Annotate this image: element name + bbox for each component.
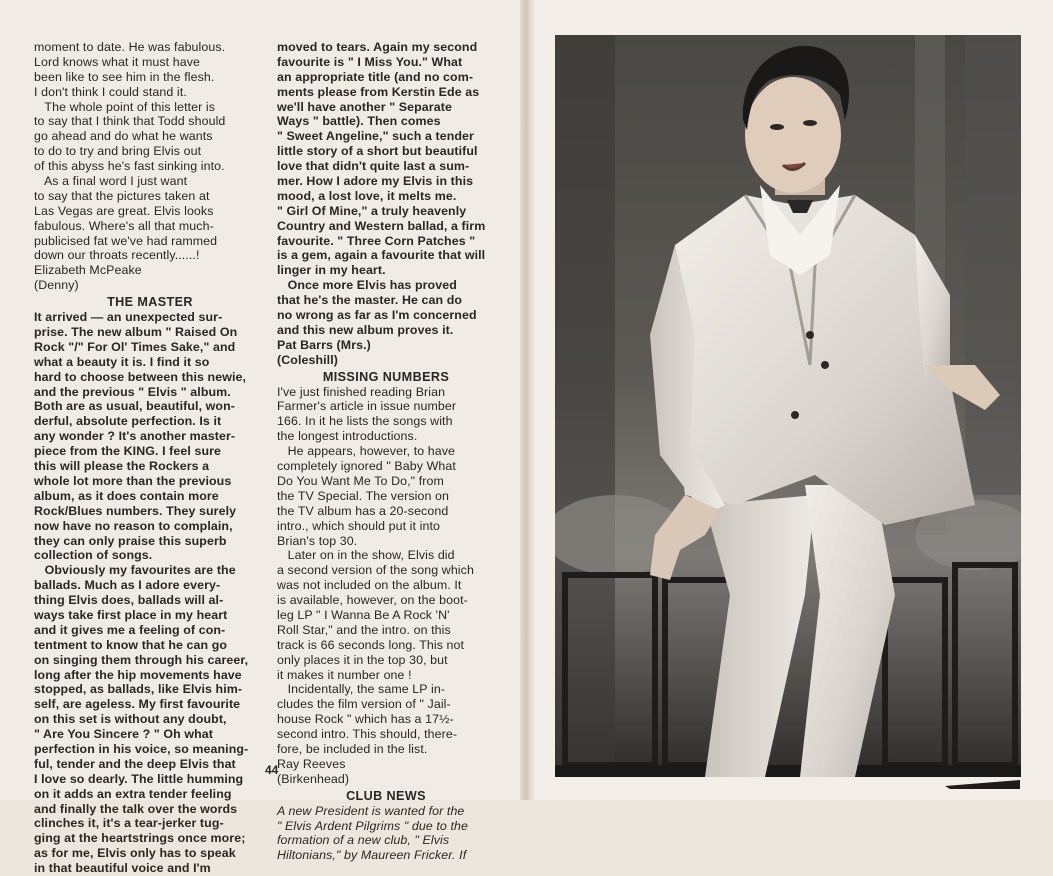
page-gutter — [520, 0, 534, 800]
text-line: been like to see him in the flesh. — [34, 69, 215, 84]
text-line: self, are ageless. My first favourite — [34, 697, 241, 712]
text-line: and it gives me a feeling of con- — [34, 622, 226, 637]
text-line: Later on in the show, Elvis did — [277, 548, 455, 563]
text-line: intro., which should put it into — [277, 518, 440, 533]
text-line: Obviously my favourites are the — [34, 563, 236, 578]
text-line: Lord knows what it must have — [34, 54, 201, 69]
text-line: perfection in his voice, so meaning- — [34, 741, 249, 756]
text-line: hard to choose between this newie, — [34, 369, 247, 384]
text-line: (Denny) — [34, 278, 79, 293]
text-line: Pat Barrs (Mrs.) — [277, 337, 371, 352]
text-line: (Coleshill) — [277, 352, 338, 367]
text-line: favourite. " Three Corn Patches " — [277, 233, 476, 248]
text-line: Farmer's article in issue number — [277, 399, 457, 414]
text-line: (Birkenhead) — [277, 771, 350, 786]
text-line: is available, however, on the boot- — [277, 593, 468, 608]
text-line: collection of songs. — [34, 548, 153, 563]
text-line: Brian's top 30. — [277, 533, 358, 548]
text-line: it makes it number one ! — [277, 667, 412, 682]
text-line: Incidentally, the same LP in- — [277, 682, 446, 697]
text-line: and finally the talk over the words — [34, 801, 238, 816]
text-line: in that beautiful voice and I'm — [34, 861, 211, 876]
text-line: completely ignored " Baby What — [277, 459, 456, 474]
text-line: Once more Elvis has proved — [277, 278, 457, 293]
text-line: It arrived — an unexpected sur- — [34, 310, 223, 325]
section-heading: MISSING NUMBERS — [322, 369, 450, 384]
text-line: and the previous " Elvis " album. — [34, 384, 231, 399]
text-line: The whole point of this letter is — [34, 99, 216, 114]
text-line: the longest introductions. — [277, 429, 418, 444]
text-line: cludes the film version of " Jail- — [277, 697, 451, 712]
text-line: mer. How I adore my Elvis in this — [277, 174, 474, 189]
text-line: only places it in the top 30, but — [277, 652, 448, 667]
text-line: Elizabeth McPeake — [34, 263, 142, 278]
text-line: ful, tender and the deep Elvis that — [34, 756, 236, 771]
text-column-1 — [34, 40, 266, 876]
text-line: I've just finished reading Brian — [277, 384, 446, 399]
text-line: ments please from Kerstin Ede as — [277, 84, 480, 99]
text-line: piece from the KING. I feel sure — [34, 444, 222, 459]
text-line: and this new album proves it. — [277, 322, 454, 337]
text-line: the TV album has a 20-second — [277, 503, 449, 518]
text-line: " Are You Sincere ? " Oh what — [34, 727, 213, 742]
text-line: now have no reason to complain, — [34, 518, 233, 533]
text-line: on it adds an extra tender feeling — [34, 786, 232, 801]
text-line: of this abyss he's fast sinking into. — [34, 159, 225, 174]
text-line: a second version of the song which — [277, 563, 474, 578]
text-line: any wonder ? It's another master- — [34, 429, 236, 444]
text-line: the TV Special. The version on — [277, 488, 449, 503]
text-line: whole lot more than the previous — [34, 473, 232, 488]
text-line: this will please the Rockers a — [34, 459, 210, 474]
text-line: derful, absolute perfection. Is it — [34, 414, 222, 429]
text-line: mood, a lost love, it melts me. — [277, 188, 457, 203]
text-line: Rock "/" For Ol' Times Sake," and — [34, 339, 236, 354]
text-line: that he's the master. He can do — [277, 293, 463, 308]
section-heading: CLUB NEWS — [346, 788, 426, 803]
text-line: track is 66 seconds long. This not — [277, 637, 465, 652]
text-line: stopped, as ballads, like Elvis him- — [34, 682, 243, 697]
text-line: A new President is wanted for the — [277, 803, 465, 818]
text-line: as for me, Elvis only has to speak — [34, 846, 236, 861]
text-line: is a gem, again a favourite that will — [277, 248, 486, 263]
text-line: no wrong as far as I'm concerned — [277, 308, 477, 323]
text-line: they can only praise this superb — [34, 533, 227, 548]
text-line: favourite is " I Miss You." What — [277, 54, 463, 69]
text-line: Both are as usual, beautiful, won- — [34, 399, 235, 414]
text-line: prise. The new album " Raised On — [34, 325, 238, 340]
text-line: house Rock " which has a 17½- — [277, 712, 454, 727]
text-line: down our throats recently......! — [34, 248, 200, 263]
text-line: formation of a new club, " Elvis — [277, 833, 450, 848]
text-column-2 — [277, 40, 495, 863]
text-line: go ahead and do what he wants — [34, 129, 213, 144]
text-line: Hiltonians," by Maureen Fricker. If — [277, 848, 467, 863]
scan-mark — [945, 780, 1020, 789]
text-line: long after the hip movements have — [34, 667, 242, 682]
text-line: an appropriate title (and no com- — [277, 69, 474, 84]
text-line: I love so dearly. The little humming — [34, 771, 244, 786]
text-line: ways take first place in my heart — [34, 607, 228, 622]
text-line: fabulous. Where's all that much- — [34, 218, 214, 233]
section-heading: THE MASTER — [107, 295, 193, 310]
text-line: love that didn't quite last a sum- — [277, 159, 470, 174]
text-line: we'll have another " Separate — [277, 99, 452, 114]
text-line: I don't think I could stand it. — [34, 84, 187, 99]
text-line: was not included on the album. It — [277, 578, 462, 593]
text-line: leg LP " I Wanna Be A Rock 'N' — [277, 607, 450, 622]
text-line: ging at the heartstrings once more; — [34, 831, 246, 846]
text-line: clinches it, it's a tear-jerker tug- — [34, 816, 224, 831]
text-line: linger in my heart. — [277, 263, 386, 278]
text-line: to do to try and bring Elvis out — [34, 144, 202, 159]
text-line: what a beauty it is. I find it so — [34, 354, 210, 369]
text-line: Do You Want Me To Do," from — [277, 473, 444, 488]
text-line: Roll Star," and the intro. on this — [277, 622, 451, 637]
text-line: Ways " battle). Then comes — [277, 114, 441, 129]
text-line: album, as it does contain more — [34, 488, 219, 503]
text-line: on this set is without any doubt, — [34, 712, 227, 727]
text-line: ballads. Much as I adore every- — [34, 578, 221, 593]
text-line: Country and Western ballad, a firm — [277, 218, 486, 233]
text-line: " Sweet Angeline," such a tender — [277, 129, 474, 144]
text-line: fore, be included in the list. — [277, 741, 428, 756]
text-line: As a final word I just want — [34, 174, 188, 189]
text-line: to say that the pictures taken at — [34, 188, 210, 203]
text-line: second intro. This should, there- — [277, 727, 458, 742]
text-line: little story of a short but beautiful — [277, 144, 478, 159]
performer-photograph — [555, 35, 1021, 777]
text-line: Rock/Blues numbers. They surely — [34, 503, 237, 518]
page-number: 44 — [265, 763, 279, 777]
text-line: Ray Reeves — [277, 756, 346, 771]
text-line: moved to tears. Again my second — [277, 40, 478, 54]
text-line: to say that I think that Todd should — [34, 114, 226, 129]
text-line: thing Elvis does, ballads will al- — [34, 593, 224, 608]
text-line: 166. In it he lists the songs with — [277, 414, 453, 429]
text-line: " Girl Of Mine," a truly heavenly — [277, 203, 467, 218]
text-line: publicised fat we've had rammed — [34, 233, 218, 248]
text-line: He appears, however, to have — [277, 444, 456, 459]
text-line: " Elvis Ardent Pilgrims " due to the — [277, 818, 468, 833]
text-line: Las Vegas are great. Elvis looks — [34, 203, 214, 218]
text-line: moment to date. He was fabulous. — [34, 40, 226, 54]
text-line: tentment to know that he can go — [34, 637, 228, 652]
text-line: on singing them through his career, — [34, 652, 249, 667]
